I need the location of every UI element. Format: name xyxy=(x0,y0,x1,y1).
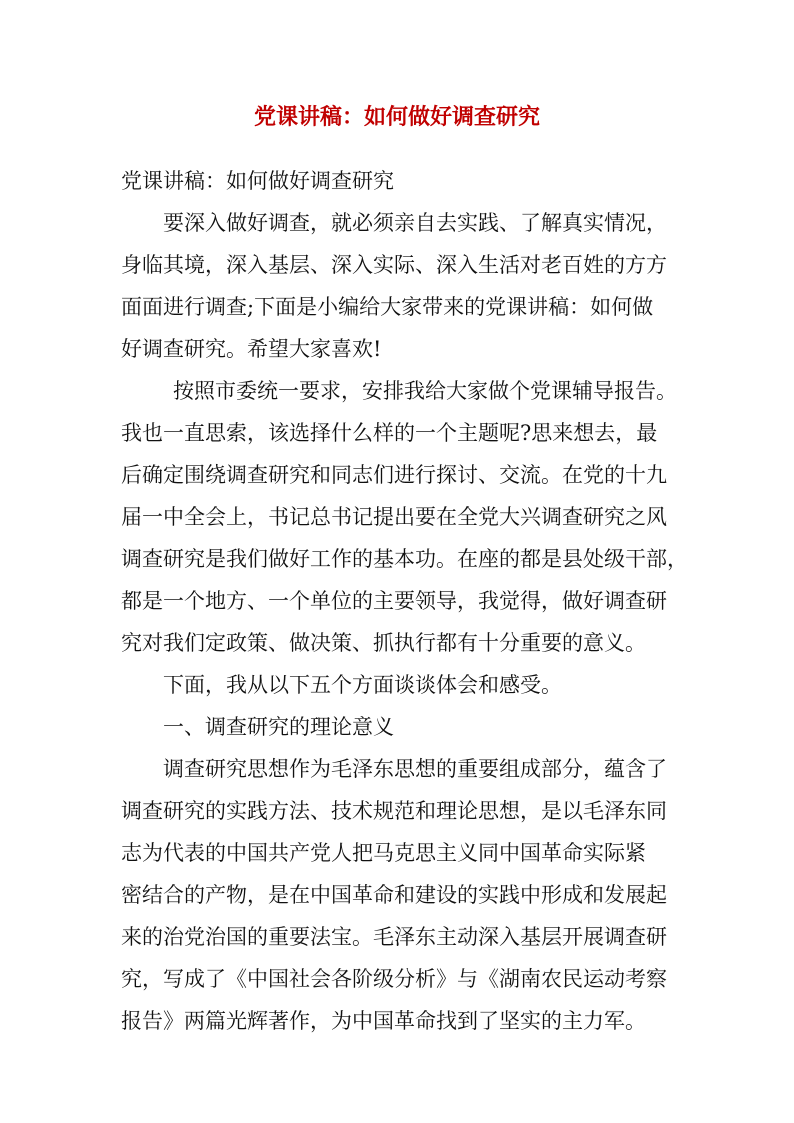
body-line: 按照市委统一要求，安排我给大家做个党课辅导报告。 xyxy=(173,379,677,403)
body-line: 都是一个地方、一个单位的主要领导，我觉得，做好调查研 xyxy=(121,589,667,613)
body-line: 来的治党治国的重要法宝。毛泽东主动深入基层开展调查研 xyxy=(121,925,667,949)
body-line-subtitle: 党课讲稿：如何做好调查研究 xyxy=(121,169,394,193)
body-line: 我也一直思索，该选择什么样的一个主题呢?思来想去，最 xyxy=(121,421,658,445)
body-line: 面面进行调查;下面是小编给大家带来的党课讲稿：如何做 xyxy=(121,295,654,319)
body-line: 究对我们定政策、做决策、抓执行都有十分重要的意义。 xyxy=(121,631,646,655)
section-heading: 一、调查研究的理论意义 xyxy=(163,715,394,739)
document-title: 党课讲稿：如何做好调查研究 xyxy=(253,104,540,130)
body-line: 后确定围绕调查研究和同志们进行探讨、交流。在党的十九 xyxy=(121,463,667,487)
body-line: 下面，我从以下五个方面谈谈体会和感受。 xyxy=(163,673,562,697)
body-line: 要深入做好调查，就必须亲自去实践、了解真实情况， xyxy=(163,211,667,235)
body-line: 调查研究的实践方法、技术规范和理论思想，是以毛泽东同 xyxy=(121,799,667,823)
body-line: 密结合的产物，是在中国革命和建设的实践中形成和发展起 xyxy=(121,883,667,907)
body-line: 好调查研究。希望大家喜欢! xyxy=(121,337,382,361)
body-line: 身临其境，深入基层、深入实际、深入生活对老百姓的方方 xyxy=(121,253,667,277)
body-line: 调查研究思想作为毛泽东思想的重要组成部分，蕴含了 xyxy=(163,757,667,781)
body-line: 报告》两篇光辉著作，为中国革命找到了坚实的主力军。 xyxy=(121,1009,646,1033)
body-line: 志为代表的中国共产党人把马克思主义同中国革命实际紧 xyxy=(121,841,646,865)
body-line: 调查研究是我们做好工作的基本功。在座的都是县处级干部， xyxy=(121,547,688,571)
body-line: 届一中全会上，书记总书记提出要在全党大兴调查研究之风 xyxy=(121,505,667,529)
document-body xyxy=(121,160,688,1042)
body-line: 究，写成了《中国社会各阶级分析》与《湖南农民运动考察 xyxy=(121,967,667,991)
